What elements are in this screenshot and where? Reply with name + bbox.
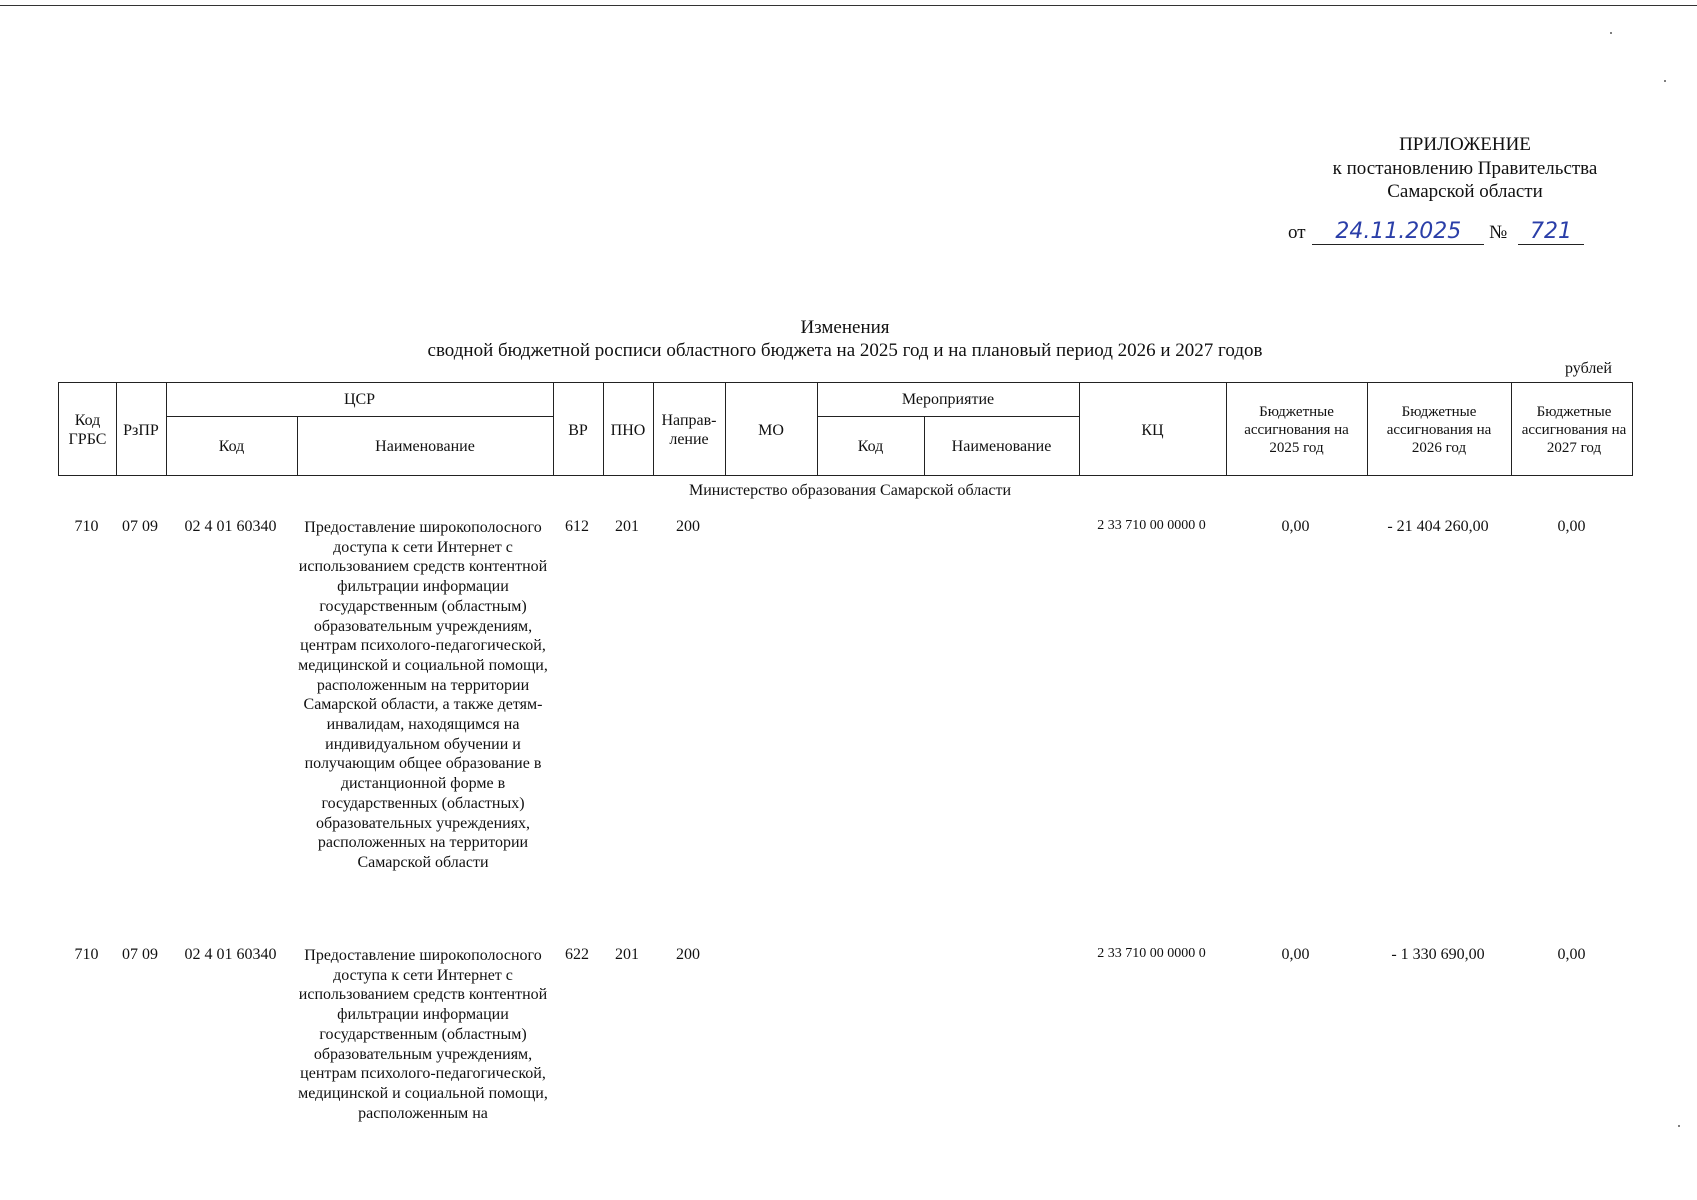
cell-csr-code: 02 4 01 60340 [184,946,277,963]
date-prefix: от [1288,222,1306,243]
cell-kc: 2 33 710 00 0000 0 [1097,946,1206,961]
table-header [58,382,1633,476]
header-kc: КЦ [1141,421,1164,439]
cell-vr: 622 [565,946,589,963]
cell-vr: 612 [565,518,589,535]
header-budget-2026: Бюджетные ассигнования на 2026 год [1386,404,1492,456]
cell-grbs: 710 [74,518,99,535]
col-divider [1226,383,1227,475]
header-mo: МО [758,421,784,439]
header-direction: Направ-ление [661,412,717,448]
header-csr: ЦСР [343,391,376,408]
header-event-code: Код [857,438,884,455]
title-line-2: сводной бюджетной росписи областного бюджета на 2025 год и на плановый период 2026 и 2027 годов [427,340,1263,361]
cell-grbs: 710 [74,946,99,963]
header-csr-name: Наименование [375,438,475,455]
header-vr: ВР [568,421,588,439]
decree-number: 721 [1518,220,1584,245]
scan-speck [1610,32,1612,34]
cell-budget-2027: 0,00 [1557,946,1586,963]
cell-budget-2027: 0,00 [1557,518,1586,535]
section-title: Министерство образования Самарской области [688,482,1012,499]
cell-direction: 200 [676,518,700,535]
cell-budget-2025: 0,00 [1281,946,1310,963]
col-divider [1367,383,1368,475]
appendix-region: Самарской области [1387,181,1543,202]
header-event-name: Наименование [951,438,1052,455]
cell-budget-2026: - 21 404 260,00 [1387,518,1489,535]
header-rzpr: РзПР [123,421,159,439]
header-budget-2025: Бюджетные ассигнования на 2025 год [1244,404,1349,456]
cell-rzpr: 07 09 [122,518,158,535]
cell-budget-2025: 0,00 [1281,518,1310,535]
cell-rzpr: 07 09 [122,946,158,963]
appendix-block [1255,133,1675,204]
decree-date-number [1288,220,1584,245]
document-title [300,316,1390,362]
cell-budget-2026: - 1 330 690,00 [1391,946,1485,963]
decree-date: 24.11.2025 [1312,220,1484,245]
appendix-subtitle: к постановлению Правительства [1332,157,1598,179]
cell-csr-code: 02 4 01 60340 [184,518,277,535]
cell-pno: 201 [615,946,639,963]
header-kod-grbs: Код ГРБС [68,412,107,448]
cell-kc: 2 33 710 00 0000 0 [1097,518,1206,533]
title-line-1: Изменения [800,317,890,338]
header-csr-code: Код [218,438,245,455]
appendix-title: ПРИЛОЖЕНИЕ [1399,134,1531,155]
cell-csr-name: Предоставление широкополосного доступа к сети Интернет с использованием средств контентной фильтрации информации государственным (областным) образовательным учреждениям, центрам психолого-педагогической, медицинской и социальной помощи, расположенным на территории Самарской области, а также детям-инвалидам, находящимся на индивидуальном обучении и получающим общее образование в дистанционной форме в государственных (областных) образовательных учреждениях, расположенных на территории Самарской области [298,519,548,871]
header-pno: ПНО [610,421,646,439]
units-label: рублей [1565,360,1612,377]
cell-csr-name: Предоставление широкополосного доступа к сети Интернет с использованием средств контентной фильтрации информации государственным (областным) образовательным учреждениям, центрам психолого-педагогической, медицинской и социальной помощи, расположенным на [298,947,548,1122]
scan-speck [1678,1125,1680,1127]
number-label: № [1489,222,1508,243]
header-budget-2027: Бюджетные ассигнования на 2027 год [1521,404,1627,456]
header-event: Мероприятие [901,391,995,408]
cell-direction: 200 [676,946,700,963]
scan-speck [1664,80,1666,82]
col-divider [1511,383,1512,475]
top-border-line [0,5,1697,6]
cell-pno: 201 [615,518,639,535]
